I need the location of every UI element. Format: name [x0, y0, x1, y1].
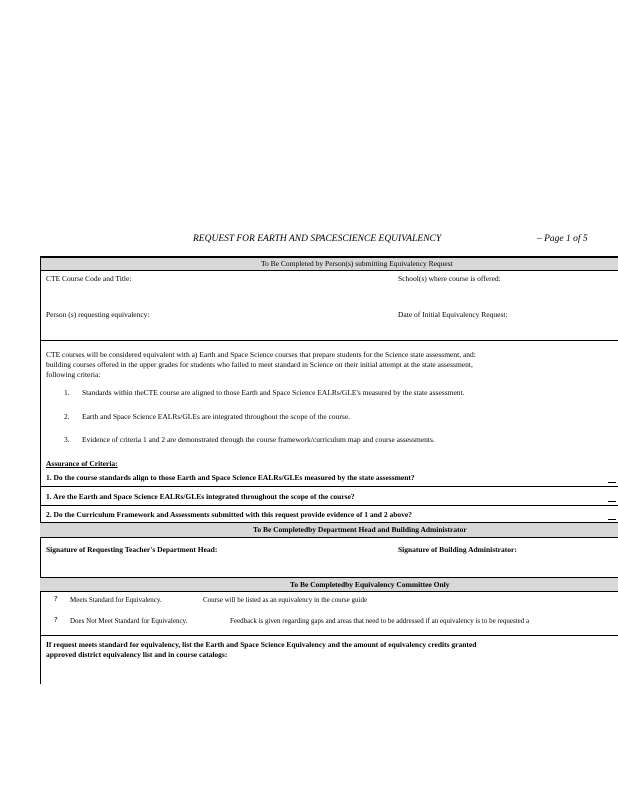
assurance-question-3: 2. Do the Curriculum Framework and Assessments submitted with this request provide evidence of 1 and 2 above?: [46, 510, 412, 519]
rule: [40, 635, 618, 636]
section3-banner: To Be Completedby Equivalency Committee Only: [290, 580, 450, 589]
criteria-text-1: Standards within theCTE course are aligned to those Earth and Space Science EALRs/GLE's measured by the state assessment.: [82, 388, 465, 397]
assurance-question-1: 1. Do the course standards align to those Earth and Space Science EALRs/GLEs measured by the state assessment?: [46, 473, 415, 482]
answer-blank: [608, 519, 616, 520]
not-meets-standard-label: Does Not Meet Standard for Equivalency.: [70, 617, 188, 625]
rule: [40, 591, 618, 592]
criteria-num-3: 3.: [64, 435, 70, 444]
footer-line-2: approved district equivalency list and in course catalogs:: [46, 650, 228, 659]
answer-blank: [608, 501, 616, 502]
section2-banner: To Be Completedby Department Head and Building Administrator: [253, 525, 467, 534]
meets-standard-note: Course will be listed as an equivalency in the course guide: [203, 596, 368, 604]
rule: [40, 486, 618, 487]
rule: [40, 340, 618, 341]
page-number: – Page 1 of 5: [537, 234, 588, 244]
intro-line-1: CTE courses will be considered equivalent with a) Earth and Space Science courses that prepare students for the Science state assessment, and:: [46, 350, 476, 359]
teacher-signature-label: Signature of Requesting Teacher's Department Head:: [46, 545, 218, 554]
left-border: [40, 256, 41, 684]
person-requesting-label: Person (s) requesting equivalency:: [46, 310, 150, 319]
cte-course-label: CTE Course Code and Title:: [46, 274, 132, 283]
meets-standard-checkbox[interactable]: ?: [54, 595, 58, 603]
assurance-heading: Assurance of Criteria:: [46, 459, 118, 468]
document-title: REQUEST FOR EARTH AND SPACESCIENCE EQUIVALENCY: [193, 234, 442, 244]
intro-line-3: following criteria:: [46, 370, 101, 379]
assurance-question-2: 1. Are the Earth and Space Science EALRs/GLEs integrated throughout the scope of the course?: [46, 492, 355, 501]
section1-banner: To Be Completed by Person(s) submitting Equivalency Request: [261, 259, 453, 268]
criteria-num-2: 2.: [64, 412, 70, 421]
intro-line-2: building courses offered in the upper grades for students who failed to meet standard in Science on their initial attempt at the state assessment,: [46, 360, 473, 369]
answer-blank: [608, 482, 616, 483]
date-label: Date of Initial Equivalency Request:: [398, 310, 508, 319]
criteria-text-2: Earth and Space Science EALRs/GLEs are integrated throughout the scope of the course.: [82, 412, 351, 421]
rule: [40, 505, 618, 506]
meets-standard-label: Meets Standard for Equivalency.: [70, 596, 162, 604]
school-label: School(s) where course is offered:: [398, 274, 501, 283]
criteria-text-3: Evidence of criteria 1 and 2 are demonstrated through the course framework/curriculum map and course assessments.: [82, 435, 435, 444]
footer-line-1: If request meets standard for equivalency, list the Earth and Space Science Equivalency and the amount of equivalency credits granted: [46, 640, 477, 649]
criteria-num-1: 1.: [64, 388, 70, 397]
not-meets-standard-note: Feedback is given regarding gaps and areas that need to be addressed if an equivalency is to be requested a: [230, 617, 530, 625]
rule: [40, 537, 618, 538]
rule: [40, 270, 618, 271]
admin-signature-label: Signature of Building Administrator:: [398, 545, 517, 554]
not-meets-standard-checkbox[interactable]: ?: [54, 616, 58, 624]
